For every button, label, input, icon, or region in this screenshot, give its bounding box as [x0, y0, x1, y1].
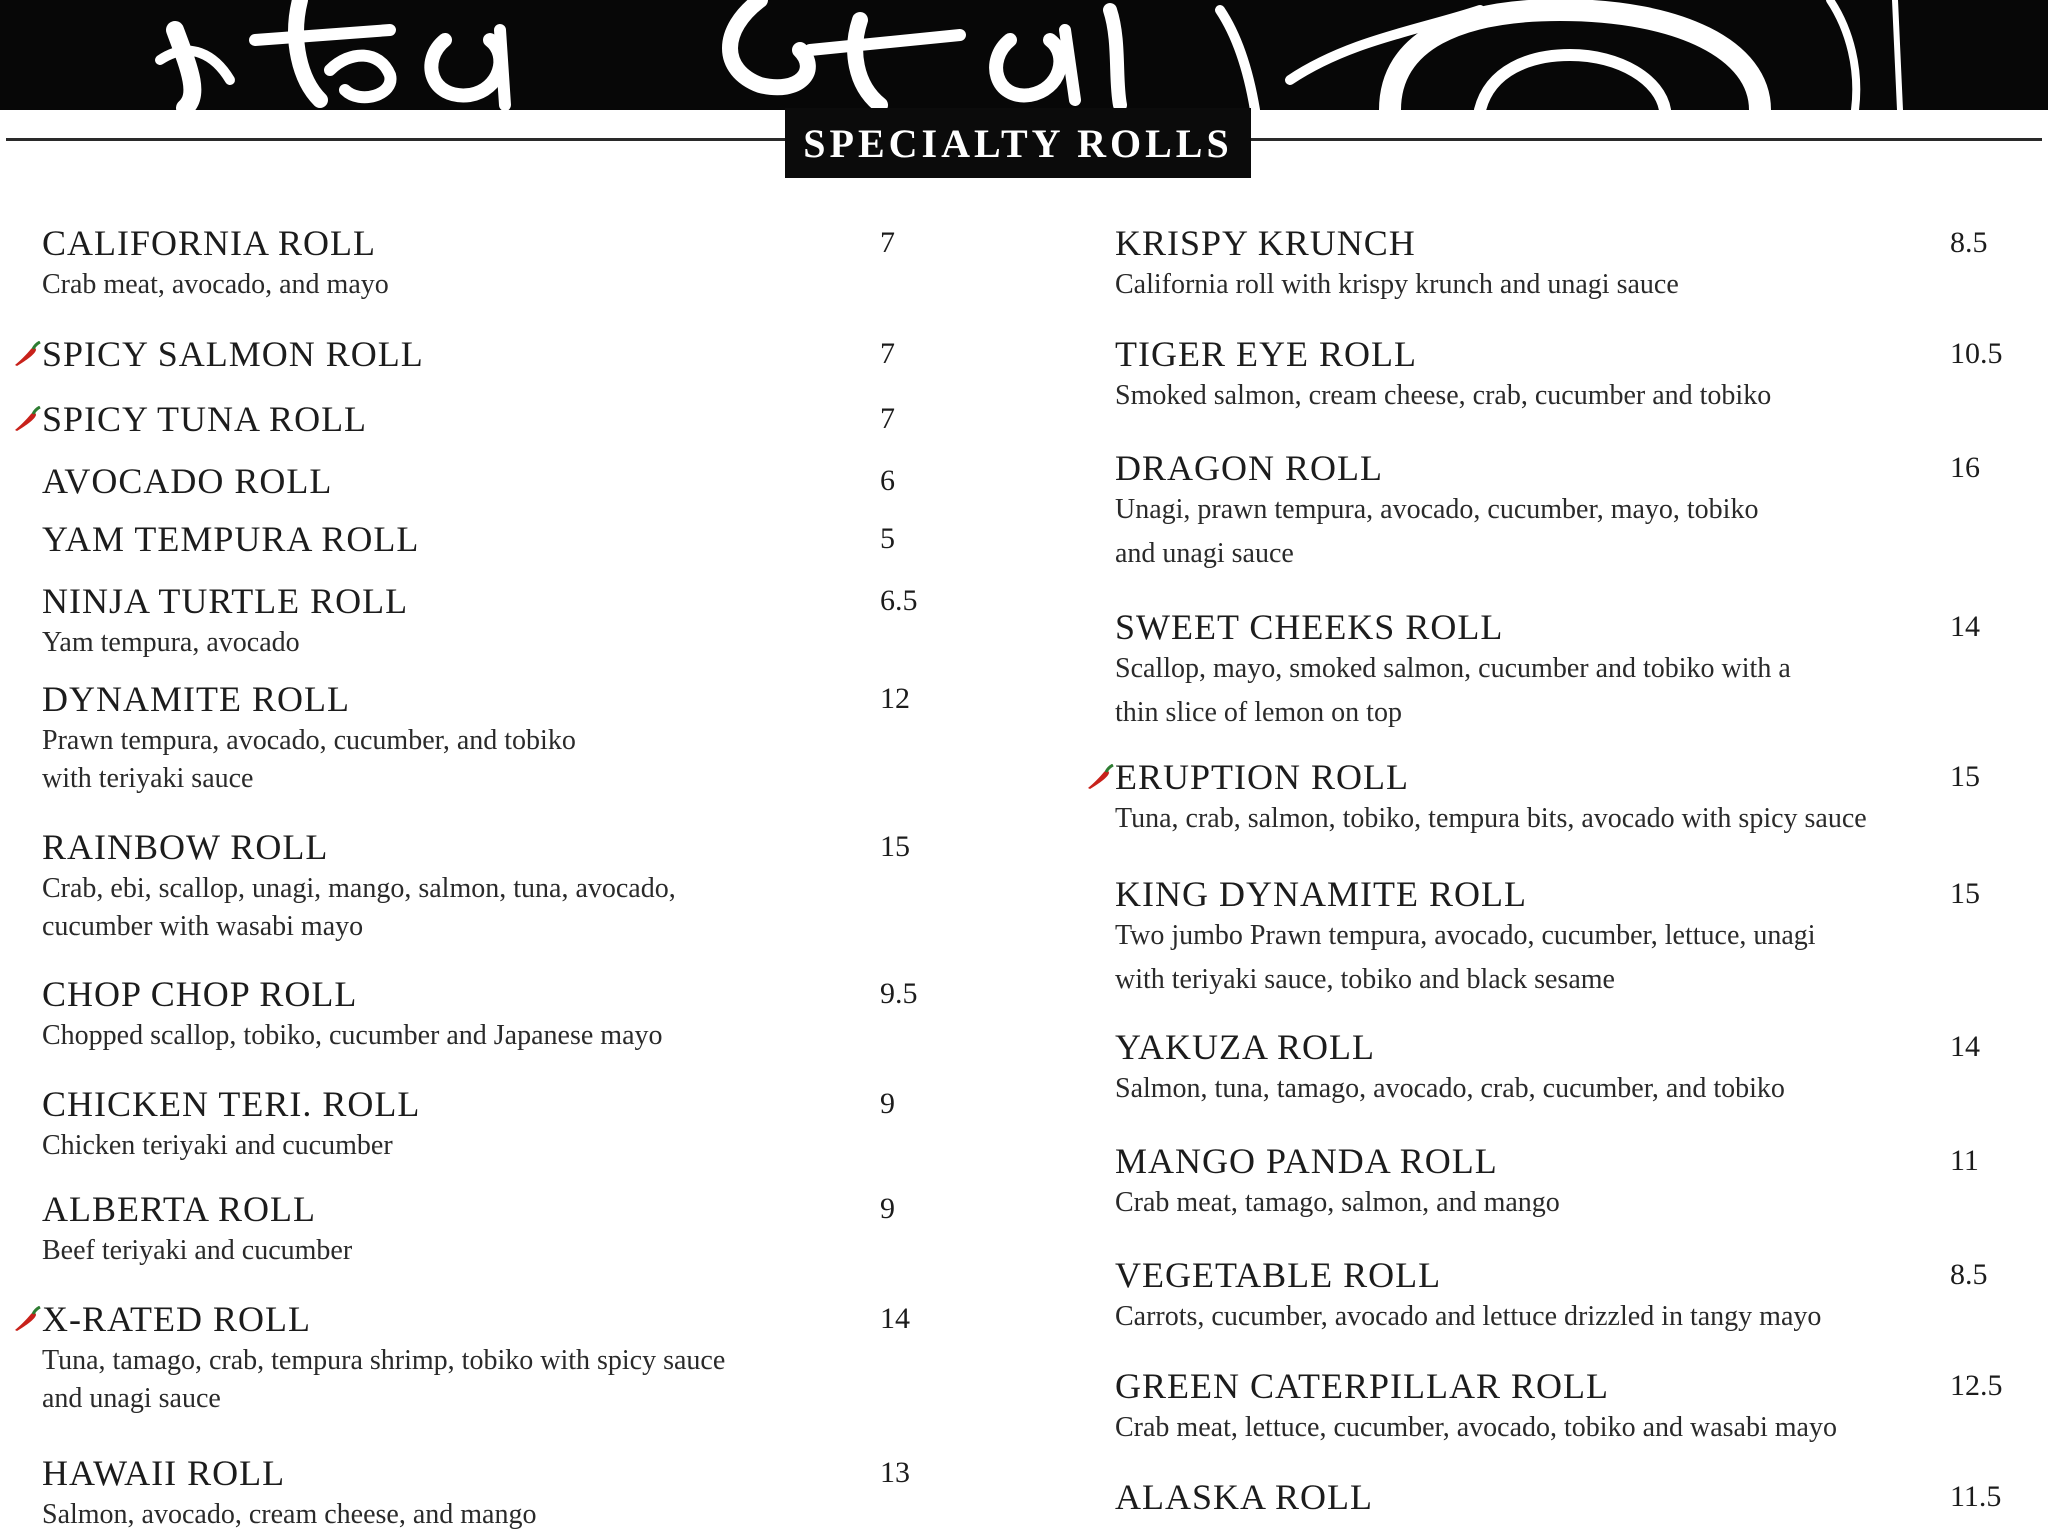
menu-item-description: Two jumbo Prawn tempura, avocado, cucumber, lettuce, unagi: [1115, 920, 1816, 951]
menu-item-description: Beef teriyaki and cucumber: [42, 1235, 353, 1266]
menu-item-description: California roll with krispy krunch and unagi sauce: [1115, 269, 1679, 300]
menu-item-price: 13: [880, 1456, 910, 1489]
menu-item-price: 11.5: [1950, 1480, 2002, 1513]
menu-item-name: GREEN CATERPILLAR ROLL: [1115, 1366, 1609, 1406]
menu-item-name: HAWAII ROLL: [42, 1453, 286, 1493]
menu-item-price: 10.5: [1950, 337, 2003, 370]
menu-item-description: Tuna, tamago, crab, tempura shrimp, tobiko with spicy sauce: [42, 1345, 726, 1376]
menu-item-name: ERUPTION ROLL: [1115, 757, 1409, 797]
menu-item-price: 6: [880, 464, 895, 497]
menu-item-price: 9.5: [880, 977, 918, 1010]
menu-item-name: CHICKEN TERI. ROLL: [42, 1084, 421, 1124]
menu-item-name: ALBERTA ROLL: [42, 1189, 316, 1229]
menu-item-name: RAINBOW ROLL: [42, 827, 329, 867]
menu-item-description: Yam tempura, avocado: [42, 627, 300, 658]
menu-item-name: DRAGON ROLL: [1115, 448, 1383, 488]
menu-item-description: Scallop, mayo, smoked salmon, cucumber and tobiko with a: [1115, 653, 1791, 684]
chili-pepper-icon: [12, 406, 42, 432]
menu-item-description: with teriyaki sauce, tobiko and black sesame: [1115, 964, 1615, 995]
menu-item-price: 11: [1950, 1144, 1979, 1177]
menu-item-price: 9: [880, 1087, 895, 1120]
menu-item-description: Salmon, avocado, cream cheese, and mango: [42, 1499, 537, 1530]
menu-item-description: Unagi, prawn tempura, avocado, cucumber, mayo, tobiko: [1115, 494, 1759, 525]
chili-pepper-icon: [12, 1306, 42, 1332]
menu-item-description: thin slice of lemon on top: [1115, 697, 1402, 728]
menu-item-name: SPICY TUNA ROLL: [42, 399, 368, 439]
menu-item-description: Carrots, cucumber, avocado and lettuce drizzled in tangy mayo: [1115, 1301, 1822, 1332]
menu-item-price: 9: [880, 1192, 895, 1225]
menu-item-price: 14: [880, 1302, 910, 1335]
menu-item-name: CHOP CHOP ROLL: [42, 974, 358, 1014]
menu-item-description: and unagi sauce: [1115, 538, 1294, 569]
menu-item-description: with teriyaki sauce: [42, 763, 254, 794]
menu-item-description: Crab, ebi, scallop, unagi, mango, salmon, tuna, avocado,: [42, 873, 676, 904]
menu-item-price: 15: [1950, 877, 1980, 910]
menu-item-name: DYNAMITE ROLL: [42, 679, 350, 719]
menu-item-description: Salmon, tuna, tamago, avocado, crab, cucumber, and tobiko: [1115, 1073, 1785, 1104]
menu-item-name: MANGO PANDA ROLL: [1115, 1141, 1498, 1181]
menu-item-name: SWEET CHEEKS ROLL: [1115, 607, 1504, 647]
menu-item-name: TIGER EYE ROLL: [1115, 334, 1417, 374]
menu-item-name: CALIFORNIA ROLL: [42, 223, 377, 263]
menu-item-price: 5: [880, 522, 895, 555]
menu-item-name: SPICY SALMON ROLL: [42, 334, 424, 374]
menu-item-price: 14: [1950, 610, 1980, 643]
section-title: SPECIALTY ROLLS: [785, 108, 1251, 178]
chili-pepper-icon: [1085, 764, 1115, 790]
menu-item-name: X-RATED ROLL: [42, 1299, 311, 1339]
menu-item-description: Crab meat, tamago, salmon, and mango: [1115, 1187, 1560, 1218]
menu-item-price: 8.5: [1950, 226, 1988, 259]
menu-item-description: and unagi sauce: [42, 1383, 221, 1414]
logo-banner: [0, 0, 2048, 110]
menu-item-price: 8.5: [1950, 1258, 1988, 1291]
menu-item-price: 6.5: [880, 584, 918, 617]
menu-item-name: YAM TEMPURA ROLL: [42, 519, 420, 559]
menu-item-price: 15: [880, 830, 910, 863]
menu-item-name: YAKUZA ROLL: [1115, 1027, 1375, 1067]
brush-logo-artwork: [0, 0, 2048, 110]
menu-item-name: KRISPY KRUNCH: [1115, 223, 1416, 263]
menu-item-name: KING DYNAMITE ROLL: [1115, 874, 1527, 914]
menu-item-price: 7: [880, 337, 895, 370]
menu-item-price: 12: [880, 682, 910, 715]
menu-item-price: 14: [1950, 1030, 1980, 1063]
menu-item-description: cucumber with wasabi mayo: [42, 911, 364, 942]
menu-item-description: Tuna, crab, salmon, tobiko, tempura bits, avocado with spicy sauce: [1115, 803, 1867, 834]
chili-pepper-icon: [12, 341, 42, 367]
menu-item-name: ALASKA ROLL: [1115, 1477, 1374, 1517]
menu-item-description: Chopped scallop, tobiko, cucumber and Japanese mayo: [42, 1020, 663, 1051]
menu-item-price: 12.5: [1950, 1369, 2003, 1402]
menu-item-price: 15: [1950, 760, 1980, 793]
menu-item-description: Chicken teriyaki and cucumber: [42, 1130, 393, 1161]
menu-item-description: Prawn tempura, avocado, cucumber, and tobiko: [42, 725, 576, 756]
menu-item-name: AVOCADO ROLL: [42, 461, 333, 501]
menu-item-description: Smoked salmon, cream cheese, crab, cucumber and tobiko: [1115, 380, 1772, 411]
menu-item-name: VEGETABLE ROLL: [1115, 1255, 1442, 1295]
menu-item-name: NINJA TURTLE ROLL: [42, 581, 409, 621]
menu-item-description: Crab meat, avocado, and mayo: [42, 269, 389, 300]
menu-item-price: 7: [880, 402, 895, 435]
menu-item-price: 7: [880, 226, 895, 259]
menu-item-price: 16: [1950, 451, 1980, 484]
menu-item-description: Crab meat, lettuce, cucumber, avocado, tobiko and wasabi mayo: [1115, 1412, 1837, 1443]
